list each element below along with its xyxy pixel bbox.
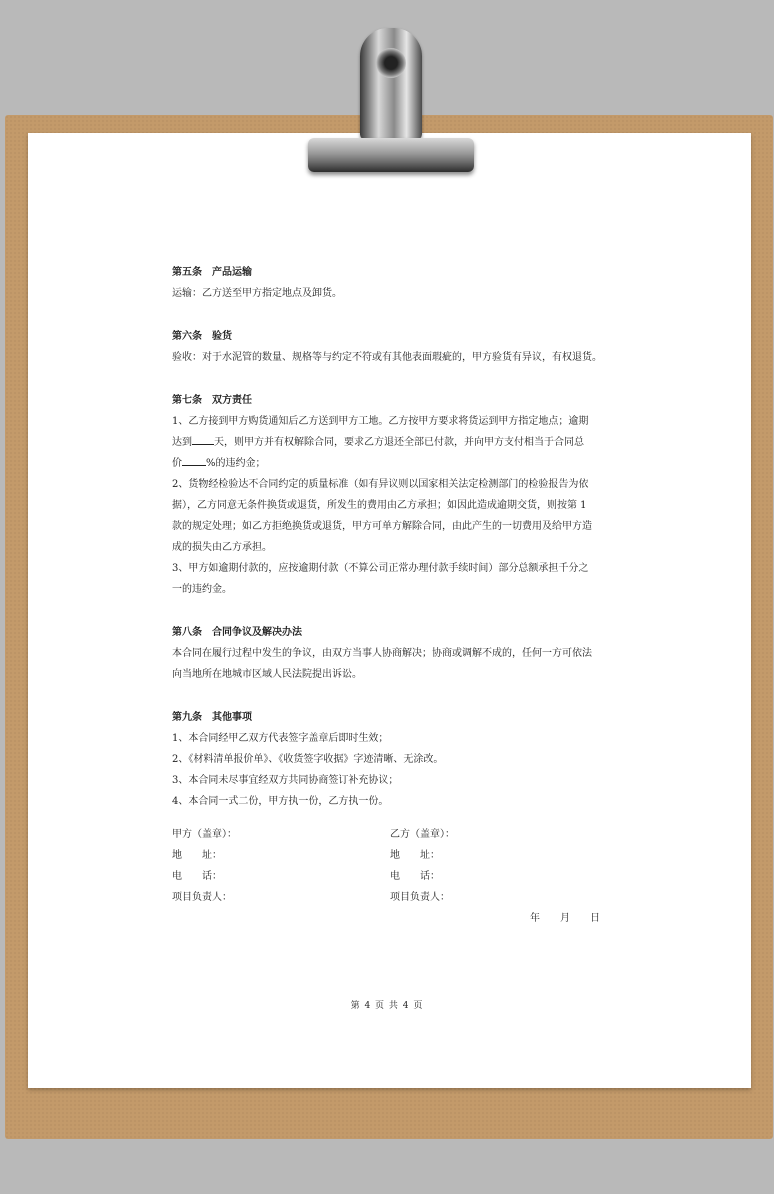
paragraph-line: 本合同在履行过程中发生的争议，由双方当事人协商解决；协商或调解不成的，任何一方可依法 [172, 648, 592, 659]
section-7 [172, 390, 604, 600]
contract-body [172, 262, 604, 924]
paragraph-line: 2、《材料清单报价单》、《收货签字收据》字迹清晰、无涂改。 [172, 754, 444, 765]
party-a-stamp: 甲方（盖章）： [172, 829, 237, 840]
paragraph-line [172, 432, 604, 453]
paragraph-line: 款的规定处理；如乙方拒绝换货或退货，甲方可单方解除合同，由此产生的一切费用及给甲方造 [172, 521, 592, 532]
paragraph-line: 据），乙方同意无条件换货或退货，所发生的费用由乙方承担；如因此造成逾期交货，则按第 1 [172, 500, 587, 511]
paragraph-line: 1、本合同经甲乙双方代表签字盖章后即时生效； [172, 733, 389, 744]
fill-blank [182, 453, 206, 466]
party-b-phone: 电 话： [390, 871, 440, 882]
signature-block [172, 824, 604, 924]
party-a-block [172, 824, 237, 908]
line-text: 价 [172, 458, 182, 469]
section-heading: 第八条 合同争议及解决办法 [172, 627, 302, 638]
section-heading: 第七条 双方责任 [172, 395, 252, 406]
section-heading: 第五条 产品运输 [172, 267, 252, 278]
section-heading: 第六条 验货 [172, 331, 232, 342]
party-b-stamp: 乙方（盖章）： [390, 829, 455, 840]
party-a-phone: 电 话： [172, 871, 222, 882]
paragraph-line: 向当地所在地城市区域人民法院提出诉讼。 [172, 669, 362, 680]
section-8 [172, 622, 604, 685]
section-9 [172, 707, 604, 812]
party-b-block [390, 824, 455, 908]
party-a-manager: 项目负责人： [172, 892, 232, 903]
clip-icon [360, 28, 422, 140]
line-text: 天，则甲方并有权解除合同，要求乙方退还全部已付款，并向甲方支付相当于合同总 [214, 437, 584, 448]
paragraph-line: 3、甲方如逾期付款的，应按逾期付款（不算公司正常办理付款手续时间）部分总额承担千分之 [172, 563, 589, 574]
paragraph-line: 4、本合同一式二份，甲方执一份，乙方执一份。 [172, 796, 389, 807]
party-b-address: 地 址： [390, 850, 440, 861]
paragraph-line: 3、本合同未尽事宜经双方共同协商签订补充协议； [172, 775, 399, 786]
paragraph-line: 验收：对于水泥管的数量、规格等与约定不符或有其他表面瑕疵的，甲方验货有异议，有权退货。 [172, 352, 602, 363]
fill-blank [192, 432, 214, 445]
line-text: 达到 [172, 437, 192, 448]
party-a-address: 地 址： [172, 850, 222, 861]
paragraph-line: 2、货物经检验达不合同约定的质量标准（如有异议则以国家相关法定检测部门的检验报告为依 [172, 479, 589, 490]
party-b-manager: 项目负责人： [390, 892, 450, 903]
paragraph-line: 一的违约金。 [172, 584, 232, 595]
section-heading: 第九条 其他事项 [172, 712, 252, 723]
paragraph-line [172, 453, 604, 474]
page-number: 第 4 页 共 4 页 [350, 1001, 424, 1011]
clip-base-icon [308, 138, 474, 172]
signing-date: 年 月 日 [530, 913, 600, 924]
clip-rivet-icon [376, 48, 406, 78]
section-5 [172, 262, 604, 304]
section-6 [172, 326, 604, 368]
paragraph-line: 1、乙方接到甲方购货通知后乙方送到甲方工地。乙方按甲方要求将货运到甲方指定地点；逾期 [172, 416, 589, 427]
paragraph-line: 成的损失由乙方承担。 [172, 542, 272, 553]
line-text: %的违约金； [206, 458, 266, 469]
paragraph-line: 运输：乙方送至甲方指定地点及卸货。 [172, 288, 342, 299]
